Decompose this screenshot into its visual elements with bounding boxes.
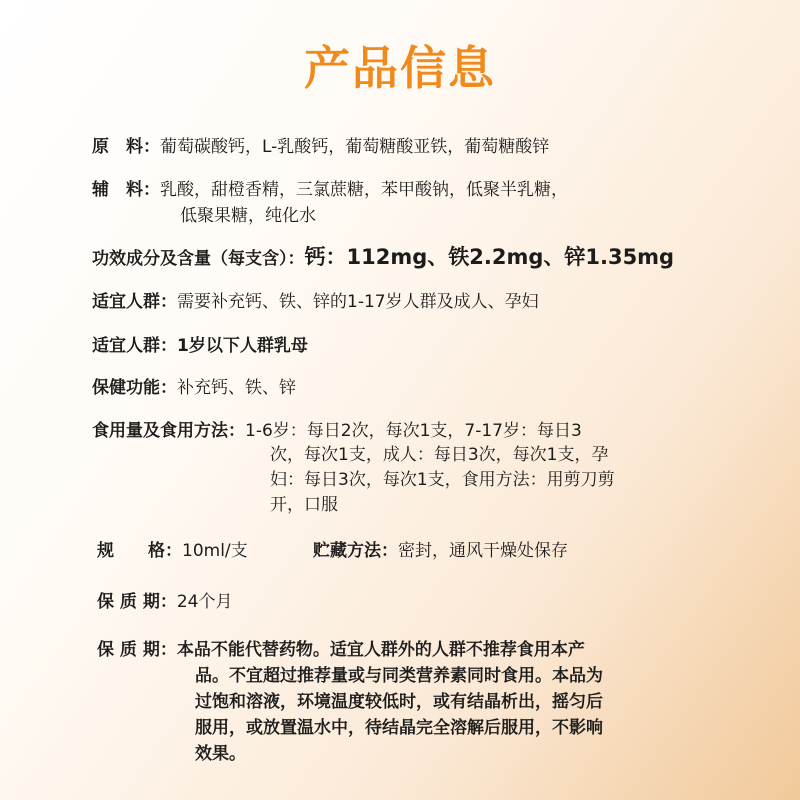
raw-material-row xyxy=(92,133,549,161)
raw-material-label: 原 料： xyxy=(92,137,160,157)
excipient-value-line2: 低聚果糖，纯化水 xyxy=(180,206,316,226)
content-label: 功效成分及含量（每支含）： xyxy=(92,249,305,269)
note-row xyxy=(97,636,585,664)
excipient-row xyxy=(92,176,568,204)
shelf-life-value: 24个月 xyxy=(176,592,233,612)
usage-line-3: 妇：每日3次，每次1支，食用方法：用剪刀剪 xyxy=(270,470,615,490)
usage-line-1: 1-6岁：每日2次，每次1支，7-17岁：每日3 xyxy=(245,421,582,441)
unsuitable-row xyxy=(92,332,308,360)
storage-row xyxy=(313,537,568,565)
raw-material-value: 葡萄碳酸钙，L-乳酸钙，葡萄糖酸亚铁，葡萄糖酸锌 xyxy=(160,137,550,157)
unsuitable-label: 适宜人群： xyxy=(92,336,177,356)
excipient-label: 辅 料： xyxy=(92,180,160,200)
usage-line-2: 次，每次1支，成人：每日3次，每次1支，孕 xyxy=(270,445,609,465)
page-title: 产品信息 xyxy=(304,41,496,95)
suitable-value: 需要补充钙、铁、锌的1-17岁人群及成人、孕妇 xyxy=(177,292,539,312)
storage-label: 贮藏方法： xyxy=(313,541,398,561)
usage-line-4: 开，口服 xyxy=(270,495,338,515)
note-line-4: 服用，或放置温水中，待结晶完全溶解后服用，不影响 xyxy=(195,718,603,738)
content-value: 钙：112mg、铁2.2mg、锌1.35mg xyxy=(304,245,675,269)
excipient-value-line1: 乳酸，甜橙香精，三氯蔗糖，苯甲酸钠，低聚半乳糖， xyxy=(160,180,568,200)
note-line-5: 效果。 xyxy=(195,744,246,764)
spec-label: 规 格： xyxy=(97,541,182,561)
content-row xyxy=(92,243,674,273)
note-label: 保 质 期： xyxy=(97,640,177,660)
storage-value: 密封，通风干燥处保存 xyxy=(398,541,568,561)
function-value: 补充钙、铁、锌 xyxy=(177,378,296,398)
suitable-label: 适宜人群： xyxy=(92,292,177,312)
usage-label: 食用量及食用方法： xyxy=(92,421,245,441)
unsuitable-value: 1岁以下人群乳母 xyxy=(177,336,308,356)
shelf-life-row xyxy=(97,588,232,616)
note-line-2: 品。不宜超过推荐量或与同类营养素同时食用。本品为 xyxy=(195,666,603,686)
note-line-1: 本品不能代替药物。适宜人群外的人群不推荐食用本产 xyxy=(176,640,585,660)
spec-row xyxy=(97,537,248,565)
spec-value: 10ml/支 xyxy=(182,541,248,561)
function-row xyxy=(92,374,296,402)
function-label: 保健功能： xyxy=(92,378,177,398)
suitable-row xyxy=(92,288,539,316)
note-line-3: 过饱和溶液，环境温度较低时，或有结晶析出，摇匀后 xyxy=(195,692,603,712)
shelf-life-label: 保 质 期： xyxy=(97,592,177,612)
